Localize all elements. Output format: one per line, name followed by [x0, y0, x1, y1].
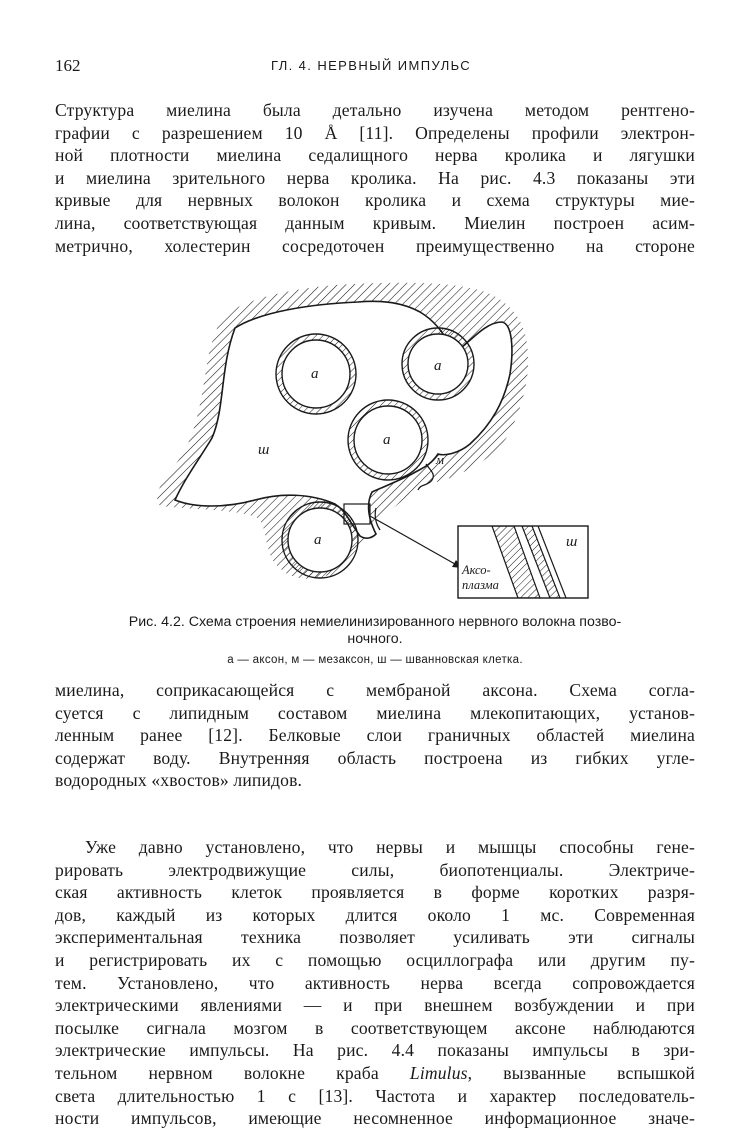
text-line: ности импульсов, имеющие несомненное информационное значе- — [55, 1108, 695, 1129]
inset-detail — [458, 526, 588, 598]
text-line: тем. Установлено, что активность нерва всегда сопровождается — [55, 972, 695, 993]
inset-axoplasm-label-1: Аксо- — [462, 563, 491, 577]
text-line: ной плотности миелина седалищного нерва кролика и лягушки — [55, 145, 695, 166]
text-line: посылке сигнала мозгом в соответствующем аксоне наблюдаются — [55, 1017, 695, 1038]
text-line: графии с разрешением 10 Å [11]. Определены профили электрон- — [55, 122, 695, 143]
text-line: Структура миелина была детально изучена методом рентгено- — [55, 100, 695, 120]
limulus-italic: Limulus — [409, 1062, 468, 1083]
text-line: водородных «хвостов» липидов. — [55, 770, 303, 791]
caption-line: ночного. — [347, 631, 403, 647]
text-segment: , вызванные вспышкой — [467, 1062, 695, 1083]
figure-legend: а — аксон, м — мезаксон, ш — шванновская клетка. — [227, 654, 523, 666]
text-line: лина, соответствующая данным кривым. Миелин построен асим- — [55, 212, 695, 233]
text-line: кривые для нервных волокон кролика и схема структуры мие- — [55, 190, 695, 211]
text-line: рировать электродвижущие силы, биопотенциалы. Электриче- — [55, 859, 695, 880]
axon-label: а — [383, 432, 391, 448]
text-line: электрические импульсы. На рис. 4.4 показаны импульсы в зри- — [55, 1040, 695, 1061]
text-line: ская активность клеток проявляется в форме коротких разря- — [55, 882, 695, 903]
text-line: миелина, соприкасающейся с мембраной аксона. Схема согла- — [55, 680, 695, 700]
figure-caption — [55, 614, 695, 648]
schwann-cell-label: ш — [258, 442, 270, 458]
axon-label: а — [311, 366, 319, 382]
axon-label: а — [314, 532, 322, 548]
running-header — [55, 56, 695, 78]
text-line: содержат воду. Внутренняя область построена из гибких угле- — [55, 747, 695, 768]
caption-line: Рис. 4.2. Схема строения немиелинизированного нервного волокна позво- — [128, 614, 622, 630]
text-line: дов, каждый из которых длится около 1 мс. Современная — [55, 904, 695, 925]
paragraph-1 — [55, 99, 695, 257]
text-line: электрическими явлениями — и при внешнем возбуждении и при — [55, 995, 695, 1016]
figure-4-2 — [140, 278, 600, 600]
text-line-limulus — [55, 1062, 695, 1085]
axon-label: а — [434, 358, 442, 374]
text-line: и миелина зрительного нерва кролика. На рис. 4.3 показаны эти — [55, 167, 695, 188]
inset-schwann-label: ш — [566, 534, 578, 550]
text-line: метрично, холестерин сосредоточен преимущественно на стороне — [55, 235, 695, 256]
inset-axoplasm-label-2: плазма — [462, 578, 499, 592]
nerve-fiber-diagram — [140, 278, 600, 600]
text-line: света длительностью 1 с [13]. Частота и характер последователь- — [55, 1085, 695, 1106]
paragraph-3 — [55, 836, 695, 1130]
text-line: Уже давно установлено, что нервы и мышцы способны гене- — [85, 837, 695, 857]
text-line: экспериментальная техника позволяет усиливать эти сигналы — [55, 927, 695, 948]
mesaxon-label: м — [436, 453, 444, 467]
text-line: и регистрировать их с помощью осциллографа или другим пу- — [55, 949, 695, 970]
running-title: ГЛ. 4. НЕРВНЫЙ ИМПУЛЬС — [271, 58, 472, 73]
page-number: 162 — [55, 56, 81, 75]
text-segment: тельном нервном волокне краба — [55, 1062, 410, 1083]
text-line: суется с липидным составом миелина млекопитающих, установ- — [55, 702, 695, 723]
detail-pointer-line — [370, 516, 462, 568]
text-line: ленным ранее [12]. Белковые слои граничных областей миелина — [55, 725, 695, 746]
paragraph-2 — [55, 679, 695, 792]
